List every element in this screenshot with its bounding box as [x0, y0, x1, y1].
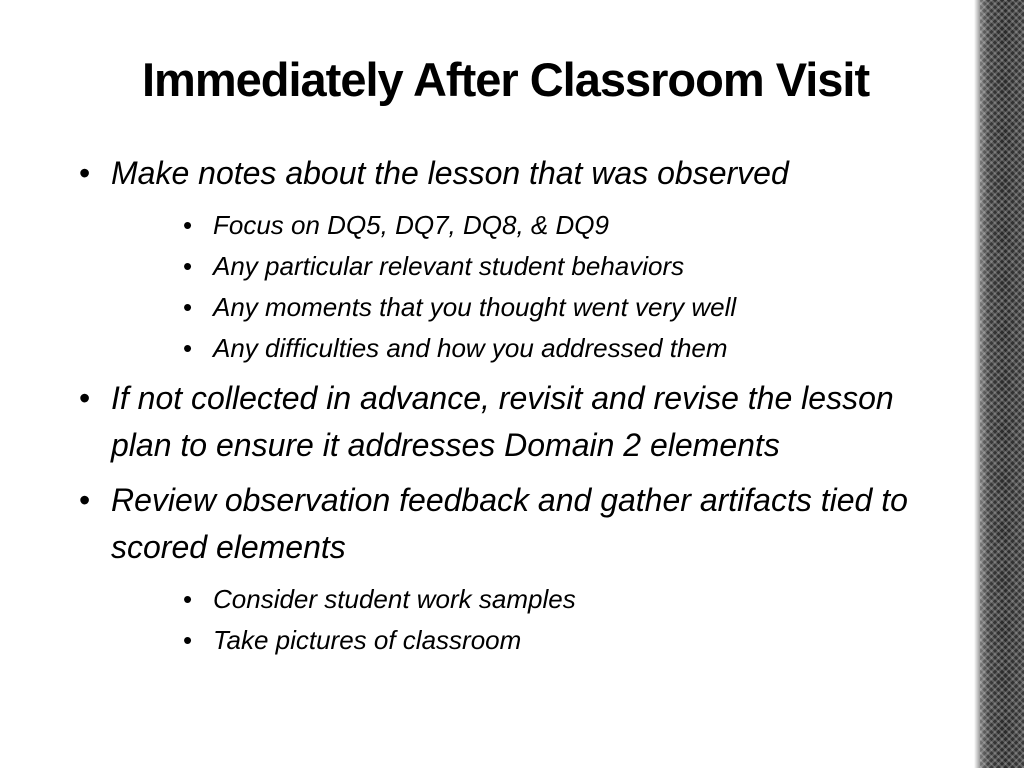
bullet-icon: • — [79, 380, 91, 416]
sub-bullet-text: Focus on DQ5, DQ7, DQ8, & DQ9 — [213, 210, 609, 240]
bullet-icon: • — [183, 251, 193, 281]
sub-bullet-item — [75, 328, 935, 369]
sub-bullet-text: Any moments that you thought went very well — [213, 292, 737, 322]
sub-bullet-text: Consider student work samples — [213, 584, 576, 614]
sub-bullet-item — [75, 205, 935, 246]
bullet-icon: • — [79, 482, 91, 518]
bullet-text: Make notes about the lesson that was observed — [111, 155, 789, 191]
bullet-icon: • — [79, 155, 91, 191]
bullet-item-2 — [75, 375, 935, 469]
slide-title: Immediately After Classroom Visit — [142, 53, 870, 106]
sub-bullet-text: Any difficulties and how you addressed them — [213, 333, 728, 363]
decorative-side-band — [980, 0, 1024, 768]
bullet-icon: • — [183, 333, 193, 363]
sub-list — [75, 205, 935, 369]
sub-bullet-item — [75, 579, 935, 620]
bullet-icon: • — [183, 210, 193, 240]
bullet-item-1 — [75, 150, 935, 197]
bullet-item-3 — [75, 477, 935, 571]
slide-content — [75, 150, 935, 667]
bullet-icon: • — [183, 292, 193, 322]
sub-list-container-1 — [75, 205, 935, 369]
sub-bullet-item — [75, 287, 935, 328]
sub-bullet-text: Any particular relevant student behaviors — [213, 251, 685, 281]
bullet-icon: • — [183, 584, 193, 614]
bullet-list — [75, 150, 935, 661]
sub-list-container-3 — [75, 579, 935, 661]
bullet-text: If not collected in advance, revisit and revise the lesson plan to ensure it addresses Domain 2 elements — [111, 380, 894, 463]
sub-bullet-item — [75, 620, 935, 661]
bullet-text: Review observation feedback and gather artifacts tied to scored elements — [111, 482, 908, 565]
bullet-icon: • — [183, 625, 193, 655]
sub-bullet-text: Take pictures of classroom — [213, 625, 522, 655]
sub-bullet-item — [75, 246, 935, 287]
sub-list — [75, 579, 935, 661]
